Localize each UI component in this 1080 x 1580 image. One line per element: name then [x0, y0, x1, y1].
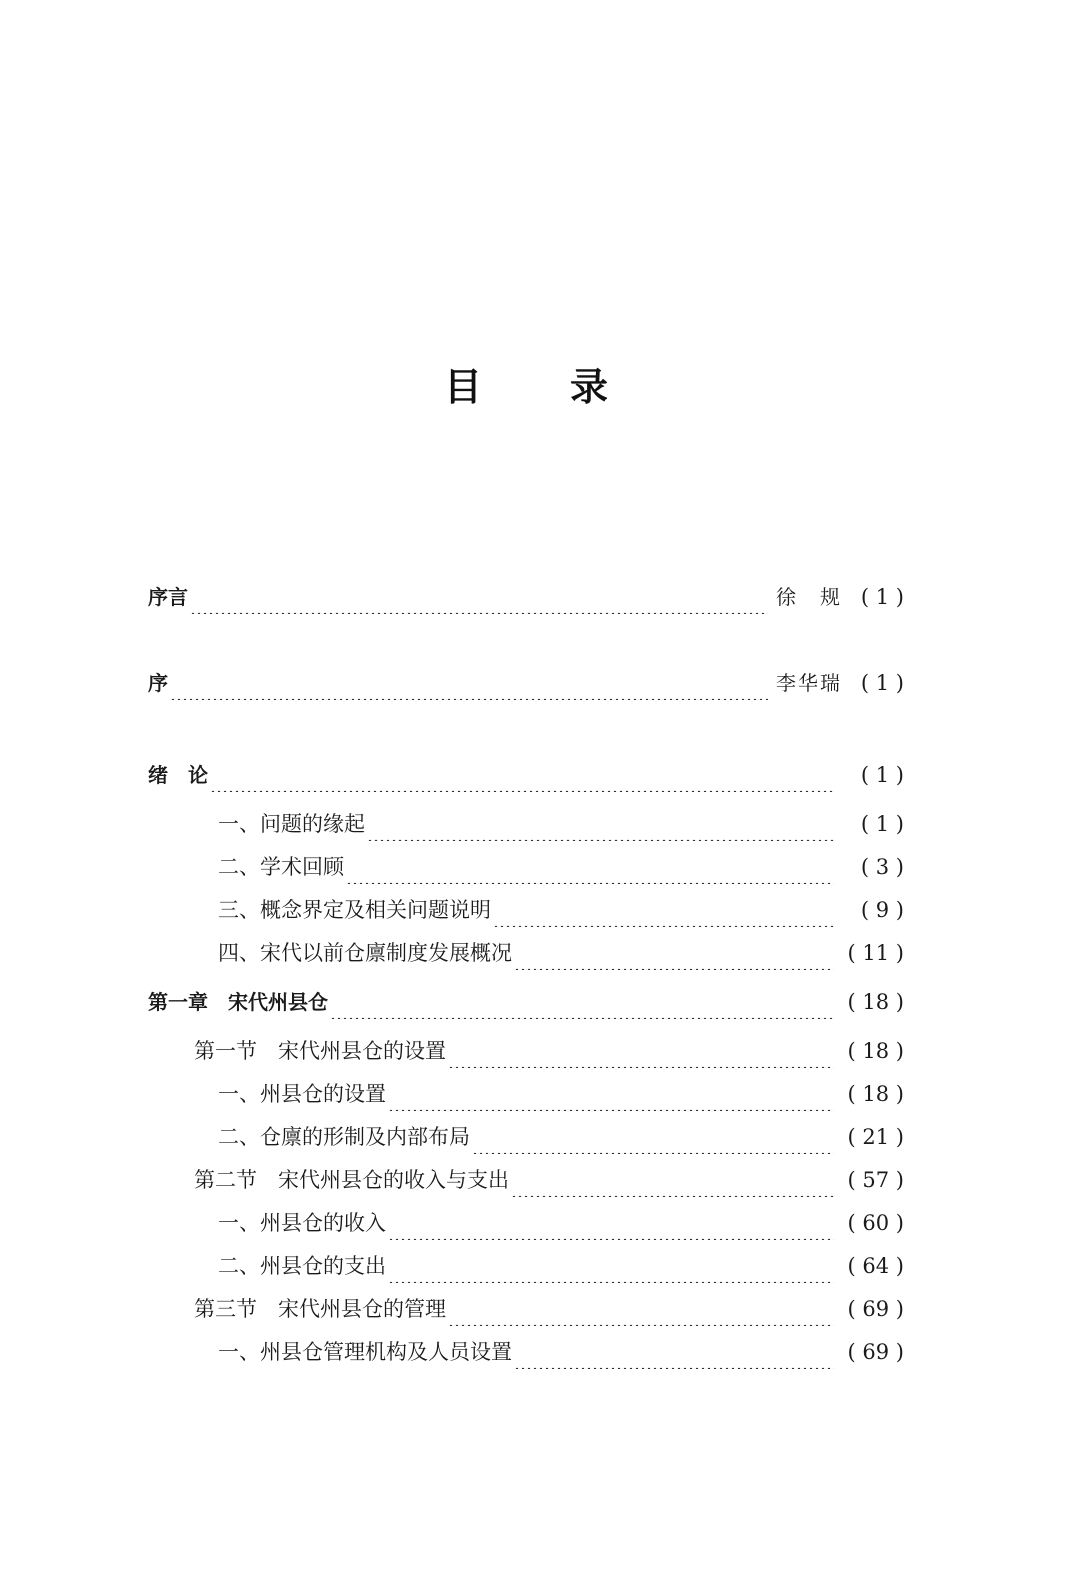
toc-entry-label: 一、州县仓的收入	[218, 1211, 386, 1235]
toc-entry-subsection[interactable]	[218, 1249, 904, 1283]
toc-entry-section[interactable]	[194, 1034, 904, 1068]
toc-entry-preface-li[interactable]	[148, 666, 904, 700]
toc-entry-subsection[interactable]	[218, 1206, 904, 1240]
toc-entry-label: 一、州县仓管理机构及人员设置	[218, 1340, 512, 1364]
toc-entry-label: 第一章 宋代州县仓	[148, 990, 328, 1014]
toc-leader-dots	[388, 1249, 834, 1283]
toc-entry-label: 四、宋代以前仓廪制度发展概况	[218, 941, 512, 965]
toc-entry-page: ( 1 )	[860, 671, 904, 695]
toc-entry-author: 徐 规	[776, 585, 842, 609]
toc-leader-dots	[514, 1335, 834, 1369]
toc-leader-dots	[514, 936, 834, 970]
toc-entry-subsection[interactable]	[218, 807, 904, 841]
toc-entry-section[interactable]	[194, 1163, 904, 1197]
page-title-char: 录	[570, 365, 609, 409]
toc-entry-label: 绪 论	[148, 763, 208, 787]
toc-entry-label: 一、问题的缘起	[218, 812, 365, 836]
toc-entry-subsection[interactable]	[218, 1335, 904, 1369]
toc-entry-label: 一、州县仓的设置	[218, 1082, 386, 1106]
toc-leader-dots	[472, 1120, 834, 1154]
toc-leader-dots	[388, 1077, 834, 1111]
toc-entry-page: ( 1 )	[860, 812, 904, 836]
toc-entry-page: ( 18 )	[847, 1082, 904, 1106]
toc-entry-label: 二、仓廪的形制及内部布局	[218, 1125, 470, 1149]
toc-leader-dots	[367, 807, 834, 841]
toc-entry-subsection[interactable]	[218, 1120, 904, 1154]
toc-entry-preface-xu[interactable]	[148, 580, 904, 614]
toc-leader-dots	[511, 1163, 834, 1197]
toc-entry-page: ( 1 )	[860, 585, 904, 609]
toc-entry-label: 序言	[148, 585, 188, 609]
toc-entry-subsection[interactable]	[218, 850, 904, 884]
toc-entry-label: 第二节 宋代州县仓的收入与支出	[194, 1168, 509, 1192]
toc-entry-label: 第三节 宋代州县仓的管理	[194, 1297, 446, 1321]
toc-entry-label: 二、州县仓的支出	[218, 1254, 386, 1278]
toc-entry-page: ( 60 )	[847, 1211, 904, 1235]
toc-entry-page: ( 57 )	[847, 1168, 904, 1192]
toc-entry-page: ( 69 )	[847, 1340, 904, 1364]
toc-entry-page: ( 21 )	[847, 1125, 904, 1149]
toc-entry-page: ( 9 )	[860, 898, 904, 922]
toc-leader-dots	[210, 758, 834, 792]
toc-entry-subsection[interactable]	[218, 1077, 904, 1111]
toc-entry-page: ( 18 )	[847, 990, 904, 1014]
toc-leader-dots	[493, 893, 834, 927]
page-title-char: 目	[444, 365, 483, 409]
toc-entry-label: 第一节 宋代州县仓的设置	[194, 1039, 446, 1063]
toc-entry-subsection[interactable]	[218, 936, 904, 970]
toc-entry-section[interactable]	[194, 1292, 904, 1326]
toc-leader-dots	[170, 666, 768, 700]
toc-entry-page: ( 1 )	[860, 763, 904, 787]
toc-leader-dots	[448, 1292, 834, 1326]
toc-entry-label: 序	[148, 671, 168, 695]
toc-entry-chapter-1[interactable]	[148, 985, 904, 1019]
toc-entry-page: ( 69 )	[847, 1297, 904, 1321]
toc-entry-page: ( 64 )	[847, 1254, 904, 1278]
toc-leader-dots	[330, 985, 834, 1019]
toc-entry-author: 李华瑞	[776, 671, 842, 695]
toc-entry-label: 三、概念界定及相关问题说明	[218, 898, 491, 922]
toc-entry-subsection[interactable]	[218, 893, 904, 927]
toc-entry-page: ( 11 )	[847, 941, 904, 965]
toc-entry-introduction[interactable]	[148, 758, 904, 792]
toc-leader-dots	[190, 580, 768, 614]
toc-entry-page: ( 18 )	[847, 1039, 904, 1063]
toc-leader-dots	[388, 1206, 834, 1240]
toc-leader-dots	[346, 850, 834, 884]
toc-entry-label: 二、学术回顾	[218, 855, 344, 879]
toc-leader-dots	[448, 1034, 834, 1068]
toc-entry-page: ( 3 )	[860, 855, 904, 879]
